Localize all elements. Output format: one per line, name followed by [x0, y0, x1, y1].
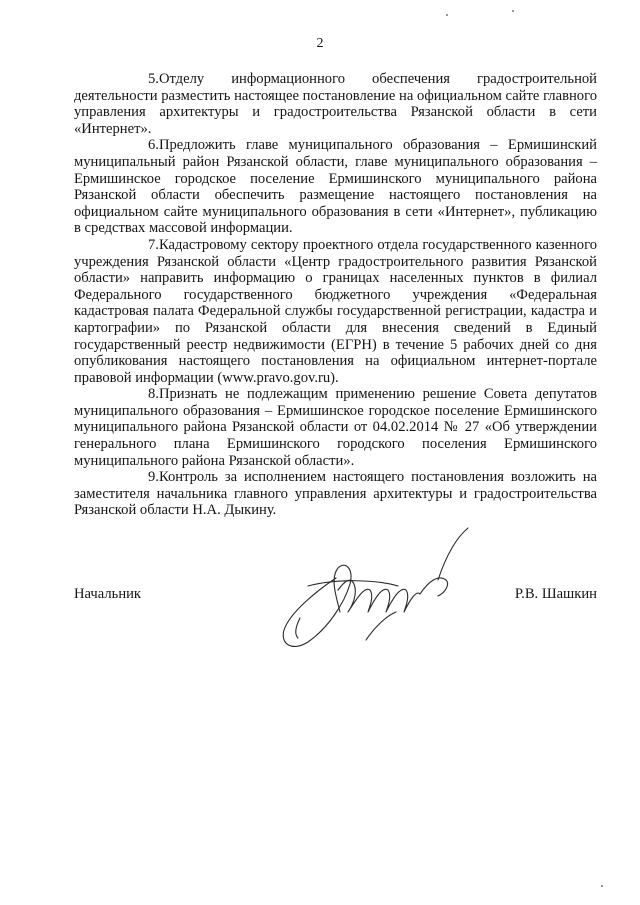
paragraph-text: Признать не подлежащим применению решение Совета депутатов муниципального образования – Ермишинское городское поселение Ермишинского муниципального района Рязанской области от 04.02.2014 № 27 «Об утверждении генерального плана Ермишинского городского поселения Ермишинского муниципального района Рязанской области». [74, 386, 597, 469]
document-body [74, 71, 597, 519]
signatory-position: Начальник [74, 586, 142, 602]
paragraph-5 [74, 71, 597, 137]
paragraph-7 [74, 237, 597, 386]
paragraph-number: 6. [148, 137, 159, 154]
paragraph-number: 7. [148, 236, 159, 253]
handwritten-signature [278, 520, 478, 665]
page-number: 2 [316, 36, 324, 51]
paragraph-text: Предложить главе муниципального образования – Ермишинский муниципальный район Рязанской области, главе муниципального образования – Ермишинское городское поселение Ермишинского муниципального района Рязанской области обеспечить размещение настоящего постановления на официальном сайте муниципального образования в сети «Интернет», публикацию в средствах массовой информации. [74, 137, 597, 237]
paragraph-number: 9. [148, 469, 159, 486]
paragraph-text: Отделу информационного обеспечения градостроительной деятельности разместить настоящее постановление на официальном сайте главного управления архитектуры и градостроительства Рязанской области в сети «Интернет». [74, 71, 597, 137]
signatory-name: Р.В. Шашкин [514, 586, 597, 602]
paragraph-9 [74, 469, 597, 519]
paragraph-number: 8. [148, 386, 159, 403]
scan-speck [512, 10, 514, 12]
paragraph-text: Кадастровому сектору проектного отдела государственного казенного учреждения Рязанской области «Центр градостроительного развития Рязанской области» направить информацию о границах населенных пунктов в филиал Федерального государственного бюджетного учреждения «Федеральная кадастровая палата Федеральной службы государственной регистрации, кадастра и картографии» по Рязанской области для внесения сведений в Единый государственный реестр недвижимости (ЕГРН) в течение 5 рабочих дней со дня опубликования настоящего постановления на официальном интернет-портале правовой информации (www.pravo.gov.ru). [74, 236, 597, 386]
paragraph-text: Контроль за исполнением настоящего постановления возложить на заместителя начальника главного управления архитектуры и градостроительства Рязанской области Н.А. Дыкину. [74, 469, 597, 519]
paragraph-8 [74, 386, 597, 469]
scan-speck [446, 14, 448, 16]
scan-speck [601, 885, 603, 887]
paragraph-6 [74, 137, 597, 237]
paragraph-number: 5. [148, 71, 159, 87]
